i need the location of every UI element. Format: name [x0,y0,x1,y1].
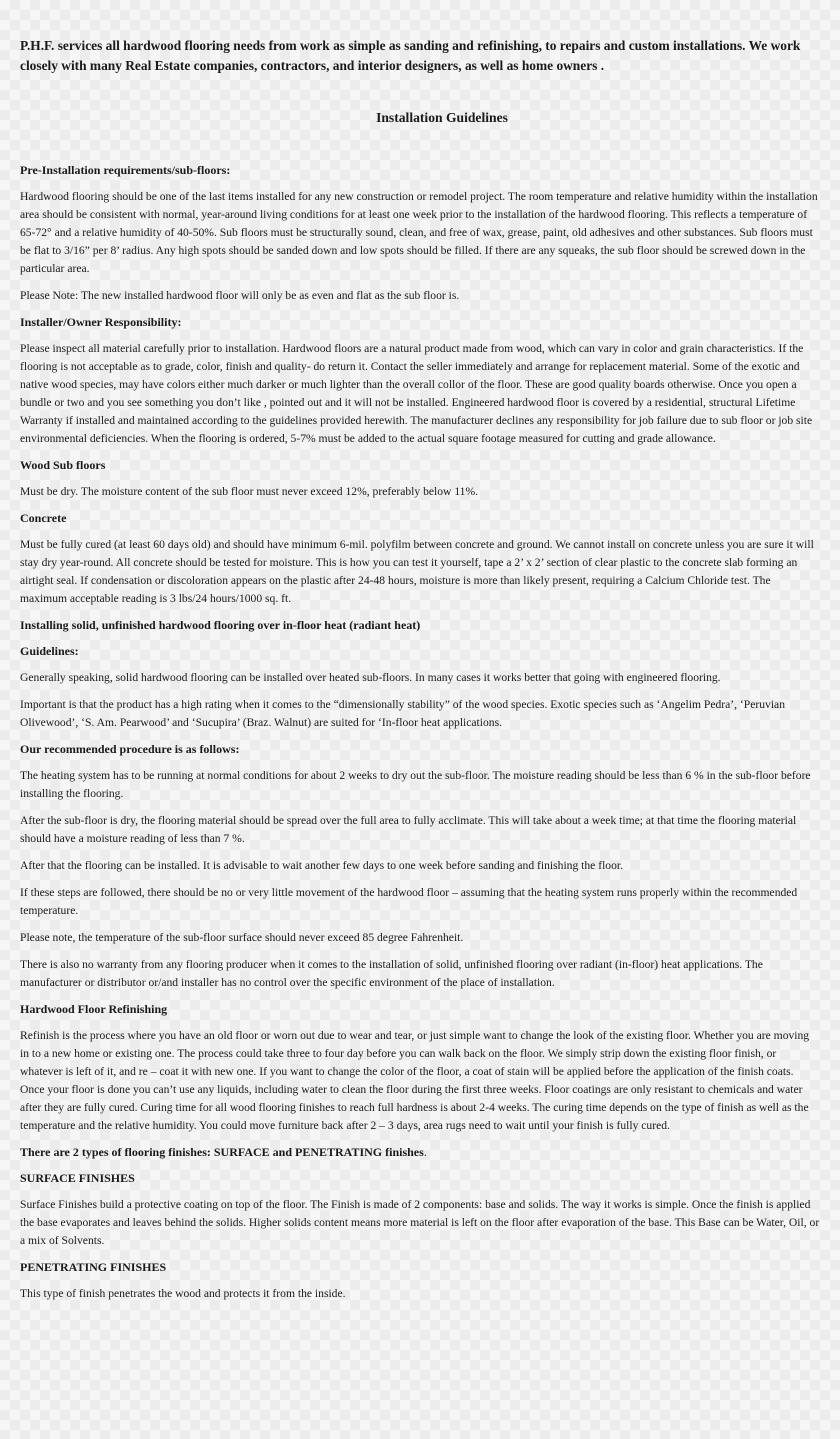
paragraph: Important is that the product has a high rating when it comes to the “dimensionally stability” of the wood species. Exotic species such as ‘Angelim Pedra’, ‘Peruvian Olivewood’, ‘S. Am. Pearwood’ and ‘Sucupira’ (Braz. Walnut) are suited for ‘In-floor heat applications. [20,698,786,729]
section-heading-procedure: Our recommended procedure is as follows: [20,742,240,756]
paragraph: Please note, the temperature of the sub-floor surface should never exceed 85 degree Fahrenheit. [20,931,464,944]
paragraph: Please inspect all material carefully prior to installation. Hardwood floors are a natural product made from wood, which can vary in color and grain characteristics. If the flooring is not acceptable as to grade, color, finish and quality- do return it. Contact the seller immediately and arrange for replacement material. Some of the exotic and native wood species, may have colors either much darker or much lighter than the overall collor of the floor. These are good quality boards otherwise. Once you open a bundle or two and you see something you don’t like , pointed out and it will not be installed. Engineered hardwood floor is covered by a residential, structural Lifetime Warranty if installed and maintained according to the guidelines provided herewith. The manufacturer declines any responsibility for job failure due to sub floor or job site environmental deficiencies. When the flooring is ordered, 5-7% must be added to the actual square footage measured for cutting and grade allowance. [20,342,813,445]
intro-paragraph: P.H.F. services all hardwood flooring needs from work as simple as sanding and refinishing, to repairs and custom installations. We work closely with many Real Estate companies, contractors, and interior designers, as well as home owners . [20,38,801,73]
section-heading-penetrating-finishes: PENETRATING FINISHES [20,1260,167,1274]
page-title: Installation Guidelines [376,110,508,125]
paragraph: If these steps are followed, there should be no or very little movement of the hardwood floor – assuming that the heating system runs properly within the recommended temperature. [20,886,798,917]
paragraph: Must be fully cured (at least 60 days old) and should have minimum 6-mil. polyfilm between concrete and ground. We cannot install on concrete unless you are sure it will stay dry year-round. All concrete should be tested for moisture. This is how you can test it yourself, tape a 2’ x 2’ section of clear plastic to the concrete slab forming an airtight seal. If condensation or discoloration appears on the plastic after 24-48 hours, moisture is more than likely present, requiring a Calcium Chloride test. The maximum acceptable reading is 3 lbs/24 hours/1000 sq. ft. [20,538,814,605]
paragraph: This type of finish penetrates the wood and protects it from the inside. [20,1287,346,1300]
section-heading-surface-finishes: SURFACE FINISHES [20,1171,135,1185]
section-heading-concrete: Concrete [20,511,67,525]
finish-types-text: There are 2 types of flooring finishes: SURFACE and PENETRATING finishes [20,1145,424,1159]
section-heading-wood-sub-floors: Wood Sub floors [20,458,106,472]
finish-types-period: . [423,1145,427,1159]
paragraph: There is also no warranty from any flooring producer when it comes to the installation of solid, unfinished flooring over radiant (in-floor) heat applications. The manufacturer or distributor or/and installer has no control over the specific environment of the place of installation. [20,958,763,989]
section-heading-radiant-heat: Installing solid, unfinished hardwood flooring over in-floor heat (radiant heat) [20,618,421,632]
paragraph: Generally speaking, solid hardwood flooring can be installed over heated sub-floors. In many cases it works better that going with engineered flooring. [20,671,721,684]
paragraph: Surface Finishes build a protective coating on top of the floor. The Finish is made of 2 components: base and solids. The way it works is simple. Once the finish is applied the base evaporates and leaves behind the solids. Higher solids content means more material is left on the floor after evaporation of the base. This Base can be Water, Oil, or a mix of Solvents. [20,1198,820,1247]
paragraph: Please Note: The new installed hardwood floor will only be as even and flat as the sub floor is. [20,289,460,302]
paragraph: The heating system has to be running at normal conditions for about 2 weeks to dry out the sub-floor. The moisture reading should be less than 6 % in the sub-floor before installing the flooring. [20,769,811,800]
paragraph: Refinish is the process where you have an old floor or worn out due to wear and tear, or just simple want to change the look of the existing floor. Whether you are moving in to a new home or existing one. The process could take three to four day before you can walk back on the floor. We simply strip down the existing floor finish, or whatever is left of it, and re – coat it with new one. If you want to change the color of the floor, a coat of stain will be applied before the application of the finish coats. Once your floor is done you can’t use any liquids, including water to clean the floor during the first three weeks. Floor coatings are only resistant to chemicals and water after they are fully cured. Curing time for all wood flooring finishes to reach full hardness is about 2-4 weeks. The curing time depends on the type of finish as well as the temperature and the relative humidity. You could move furniture back after 2 – 3 days, area rugs need to wait until your finish is fully cured. [20,1029,810,1132]
section-heading-refinishing: Hardwood Floor Refinishing [20,1002,168,1016]
section-heading-guidelines: Guidelines: [20,644,79,658]
paragraph: After the sub-floor is dry, the flooring material should be spread over the full area to fully acclimate. This will take about a week time; at that time the flooring material should have a moisture reading of less than 7 %. [20,814,797,845]
section-heading-finish-types [20,1144,820,1160]
section-heading-installer-responsibility: Installer/Owner Responsibility: [20,315,182,329]
section-heading-pre-installation: Pre-Installation requirements/sub-floors: [20,163,231,177]
paragraph: Hardwood flooring should be one of the last items installed for any new construction or remodel project. The room temperature and relative humidity within the installation area should be consistent with normal, year-around living conditions for at least one week prior to the installation of the hardwood flooring. This reflects a temperature of 65-72° and a relative humidity of 40-50%. Sub floors must be structurally sound, clean, and free of wax, grease, paint, old adhesives and other substances. Sub floors must be flat to 3/16” per 8’ radius. Any high spots should be sanded down and low spots should be filled. If there are any squeaks, the sub floor should be screwed down in the particular area. [20,190,818,275]
paragraph: Must be dry. The moisture content of the sub floor must never exceed 12%, preferably below 11%. [20,485,479,498]
paragraph: After that the flooring can be installed. It is advisable to wait another few days to one week before sanding and finishing the floor. [20,859,624,872]
